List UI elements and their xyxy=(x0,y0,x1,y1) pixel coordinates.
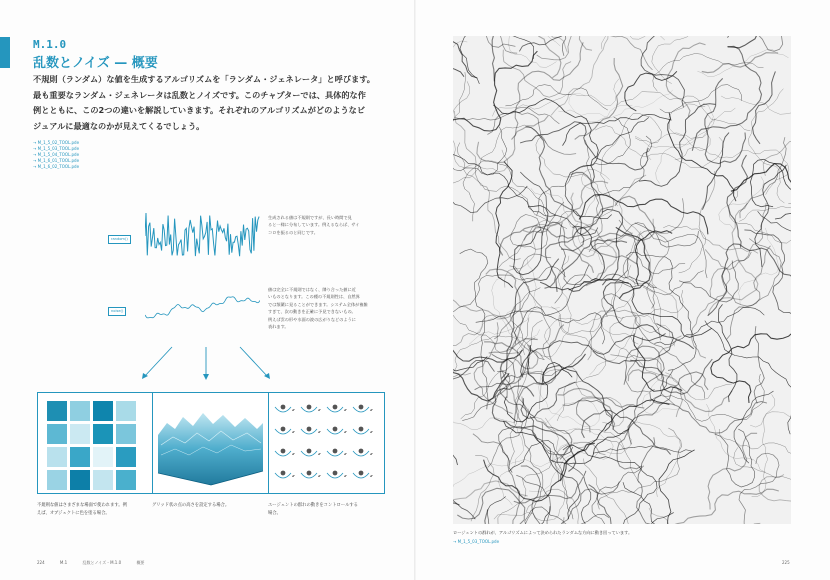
swarm-trail xyxy=(602,36,665,49)
noise-label: noise() xyxy=(108,307,126,316)
swarm-trail xyxy=(763,132,791,176)
chapter-code: M.1.0 xyxy=(33,38,67,51)
swarm-trail xyxy=(656,103,714,184)
agent-dot xyxy=(333,427,338,432)
agent-dot xyxy=(359,427,364,432)
swarm-trail xyxy=(521,334,666,378)
grid-cell xyxy=(116,447,136,467)
swarm-trail xyxy=(493,99,598,183)
agent-dot xyxy=(359,405,364,410)
swarm-trail xyxy=(492,386,575,472)
swarm-trail xyxy=(530,506,557,524)
intro-line: ジュアルに最適なのかが見えてくるでしょう。 xyxy=(33,120,205,131)
desc-line: コロを振るのと同じです。 xyxy=(268,229,318,235)
swarm-trail xyxy=(453,445,488,524)
color-grid-caption xyxy=(37,502,127,518)
agents-panel xyxy=(268,392,385,494)
branch-arrows xyxy=(130,345,290,385)
agent-direction-arrow xyxy=(292,475,295,477)
agents-caption xyxy=(268,502,358,518)
color-grid-panel xyxy=(37,392,154,494)
swarm-trail xyxy=(706,404,765,472)
footer-title: 乱数とノイズ - M.1.0 xyxy=(82,560,122,565)
agent-direction-arrow xyxy=(318,409,321,411)
swarm-trail xyxy=(754,326,764,403)
agent-direction-arrow xyxy=(318,453,321,455)
grid-cell xyxy=(70,470,90,490)
swarm-trail xyxy=(617,372,708,469)
agent-dot xyxy=(281,427,286,432)
grid-cell xyxy=(116,470,136,490)
swarm-trail xyxy=(752,394,775,496)
agent-direction-arrow xyxy=(292,431,295,433)
caption-line: 場合。 xyxy=(268,511,281,516)
grid-cell xyxy=(93,447,113,467)
artwork-caption: ロージェントの群れが、アルゴリズムによって決められたランダムな方向に動き回っています。 xyxy=(453,530,633,535)
grid-cell xyxy=(70,424,90,444)
agent-dot xyxy=(333,449,338,454)
swarm-trail xyxy=(556,240,627,292)
agent-dot xyxy=(333,471,338,476)
swarm-trail xyxy=(709,36,783,51)
swarm-trail xyxy=(601,113,662,206)
swarm-trail xyxy=(563,446,657,525)
desc-line: 例えば雲の形や水面の波の広がりなどのように xyxy=(268,316,356,322)
swarm-trail xyxy=(702,133,729,210)
desc-line: ると一様に分布しています。例えるならば、サイ xyxy=(268,222,360,228)
agent-direction-arrow xyxy=(370,431,373,433)
swarm-trail xyxy=(569,90,673,118)
swarm-trail xyxy=(692,36,738,38)
swarm-trail xyxy=(483,36,516,47)
swarm-trail xyxy=(453,348,523,362)
swarm-trail xyxy=(536,135,614,237)
swarm-trail xyxy=(477,116,548,163)
swarm-trail xyxy=(734,391,773,463)
swarm-trail xyxy=(453,472,475,519)
swarm-trail xyxy=(453,41,467,137)
agent-direction-arrow xyxy=(318,475,321,477)
agent-dot xyxy=(307,449,312,454)
code-link[interactable]: → M_1_5_03_TOOL.pde xyxy=(33,146,80,151)
grid-cell xyxy=(47,401,67,421)
swarm-trail xyxy=(492,36,518,53)
swarm-trail xyxy=(660,85,742,113)
chapter-tab xyxy=(0,37,10,68)
swarm-trails xyxy=(453,36,791,524)
page-number-right: 225 xyxy=(782,560,790,565)
arrow-left xyxy=(144,347,172,377)
right-footer xyxy=(782,560,804,565)
agent-direction-arrow xyxy=(344,409,347,411)
swarm-trail xyxy=(453,127,507,175)
color-grid xyxy=(38,393,153,493)
intro-line: 最も重要なランダム・ジェネレータは乱数とノイズです。このチャプターでは、具体的な作 xyxy=(33,89,366,100)
footer-sub: 概要 xyxy=(136,560,145,565)
agent-dot xyxy=(281,449,286,454)
swarm-trail xyxy=(702,53,778,73)
page-gutter xyxy=(414,0,416,580)
swarm-trail xyxy=(453,443,458,467)
random-label: random() xyxy=(108,235,131,244)
swarm-trail xyxy=(582,140,603,243)
grid-cell xyxy=(116,401,136,421)
agent-direction-arrow xyxy=(344,453,347,455)
swarm-trail xyxy=(619,220,685,274)
caption-line: エージェントの群れの動きをコントロールする xyxy=(268,503,358,508)
swarm-trail xyxy=(626,252,696,370)
swarm-trail xyxy=(512,42,584,139)
grid-cell xyxy=(93,401,113,421)
noise-terrain-illustration xyxy=(153,393,268,493)
swarm-trail xyxy=(699,171,758,253)
arrowhead-center xyxy=(203,374,209,380)
random-waveform xyxy=(145,210,260,262)
agent-dot xyxy=(281,471,286,476)
swarm-trail xyxy=(623,198,684,308)
agent-dot xyxy=(307,471,312,476)
swarm-trail xyxy=(563,485,612,524)
agent-direction-arrow xyxy=(370,453,373,455)
swarm-trail xyxy=(503,50,571,97)
artwork-code-link[interactable]: → M_1_5_03_TOOL.pde xyxy=(453,539,500,544)
swarm-trail xyxy=(610,355,675,405)
random-signal-line xyxy=(145,213,259,256)
grid-cell xyxy=(47,447,67,467)
noise-description xyxy=(268,286,368,330)
swarm-trail xyxy=(469,260,536,345)
swarm-trail xyxy=(744,230,791,320)
code-link-list xyxy=(33,140,79,170)
random-description xyxy=(268,214,360,236)
swarm-trail xyxy=(739,205,791,221)
swarm-trail xyxy=(593,446,692,453)
swarm-trail xyxy=(455,107,559,124)
agent-direction-arrow xyxy=(370,409,373,411)
swarm-trail xyxy=(460,36,534,84)
swarm-trail xyxy=(473,434,520,524)
agent-direction-arrow xyxy=(318,431,321,433)
desc-line: 生成される値は不規則ですが、長い時間で見 xyxy=(268,215,352,220)
swarm-trail xyxy=(595,196,655,264)
swarm-trail xyxy=(708,433,757,509)
swarm-trail xyxy=(711,332,791,404)
swarm-trail xyxy=(679,261,738,302)
swarm-trail xyxy=(727,155,748,248)
agent-dot xyxy=(359,449,364,454)
swarm-trail xyxy=(647,108,736,160)
swarm-trail xyxy=(492,79,619,117)
swarm-trail xyxy=(475,354,515,390)
desc-line: では頻繁に見ることができます。システム全体が複雑 xyxy=(268,301,368,307)
swarm-trail xyxy=(460,249,489,401)
grid-cell xyxy=(70,401,90,421)
intro-text xyxy=(33,72,403,134)
agent-dot xyxy=(281,405,286,410)
desc-line: いものとなります。この種の不規則性は、自然界 xyxy=(268,294,360,300)
swarm-trail xyxy=(589,508,669,524)
swarm-trail xyxy=(641,36,684,107)
grid-cell xyxy=(93,470,113,490)
swarm-trail xyxy=(594,422,680,497)
swarm-trail xyxy=(523,440,639,483)
code-link[interactable]: → M_1_5_04_TOOL.pde xyxy=(33,152,80,157)
agent-direction-arrow xyxy=(370,475,373,477)
agent-dot xyxy=(359,471,364,476)
caption-line: グリッド状の点の高さを設定する場合。 xyxy=(152,503,230,508)
swarm-trail xyxy=(598,428,682,509)
swarm-trail xyxy=(499,211,573,267)
swarm-trail xyxy=(708,244,791,316)
swarm-trail xyxy=(639,104,716,187)
agent-direction-arrow xyxy=(344,475,347,477)
noise-waveform xyxy=(145,285,260,325)
swarm-trail xyxy=(721,239,781,307)
agent-direction-arrow xyxy=(292,409,295,411)
swarm-trail xyxy=(505,85,607,110)
grid-cell xyxy=(93,424,113,444)
swarm-trail xyxy=(453,125,546,183)
swarm-trail xyxy=(691,249,730,358)
agent-dot xyxy=(333,405,338,410)
desc-line: 値は完全に不規則ではなく、隣り合った値に近 xyxy=(268,287,356,292)
terrain-caption xyxy=(152,502,229,510)
page-title: 乱数とノイズ — 概要 xyxy=(33,56,158,71)
grid-cell xyxy=(116,424,136,444)
agent-swarm-illustration xyxy=(269,393,384,493)
agent-dot xyxy=(307,427,312,432)
swarm-trail xyxy=(524,222,594,273)
left-footer xyxy=(37,560,158,566)
swarm-trail xyxy=(525,507,609,524)
arrow-right xyxy=(240,347,268,377)
footer-section: M.1 xyxy=(59,560,68,565)
agent-direction-arrow xyxy=(292,453,295,455)
code-link[interactable]: → M_1_6_02_TOOL.pde xyxy=(33,164,80,169)
swarm-trail xyxy=(749,89,785,203)
swarm-trail xyxy=(626,337,655,392)
intro-line: 不規則（ランダム）な値を生成するアルゴリズムを「ランダム・ジェネレータ」と呼びます。 xyxy=(33,74,375,84)
swarm-trail xyxy=(646,513,711,525)
noise-signal-line xyxy=(145,297,260,318)
swarm-trail xyxy=(652,36,737,84)
grid-cell xyxy=(70,447,90,467)
swarm-trail xyxy=(471,456,494,522)
desc-line: 表れます。 xyxy=(268,324,289,330)
agent-dot xyxy=(307,405,312,410)
code-link[interactable]: → M_1_5_02_TOOL.pde xyxy=(33,140,80,145)
agent-direction-arrow xyxy=(344,431,347,433)
grid-cell xyxy=(47,470,67,490)
grid-cell xyxy=(47,424,67,444)
desc-line: すぎて、次の動きを正確に予見できないもの。 xyxy=(268,309,356,315)
swarm-trail xyxy=(496,517,564,524)
swarm-trail xyxy=(727,246,771,339)
swarm-trail xyxy=(592,466,644,524)
swarm-trail xyxy=(526,127,584,251)
caption-line: 不規則な値はさまざまな場面で使われます。例 xyxy=(37,503,127,508)
noise-swarm-artwork xyxy=(453,36,791,524)
swarm-trail xyxy=(755,165,787,267)
intro-line: 例とともに、この2つの違いを解説していきます。それぞれのアルゴリズムがどのようなビ xyxy=(33,105,366,115)
terrain-panel xyxy=(152,392,269,494)
code-link[interactable]: → M_1_6_01_TOOL.pde xyxy=(33,158,80,163)
page-number-left: 224 xyxy=(37,560,45,565)
swarm-trail xyxy=(688,523,761,524)
swarm-trail xyxy=(521,466,620,524)
swarm-trail xyxy=(602,231,641,344)
swarm-trail xyxy=(753,71,776,143)
swarm-trail xyxy=(453,290,487,371)
caption-line: えば、オブジェクトに色を塗る場合。 xyxy=(37,511,110,516)
